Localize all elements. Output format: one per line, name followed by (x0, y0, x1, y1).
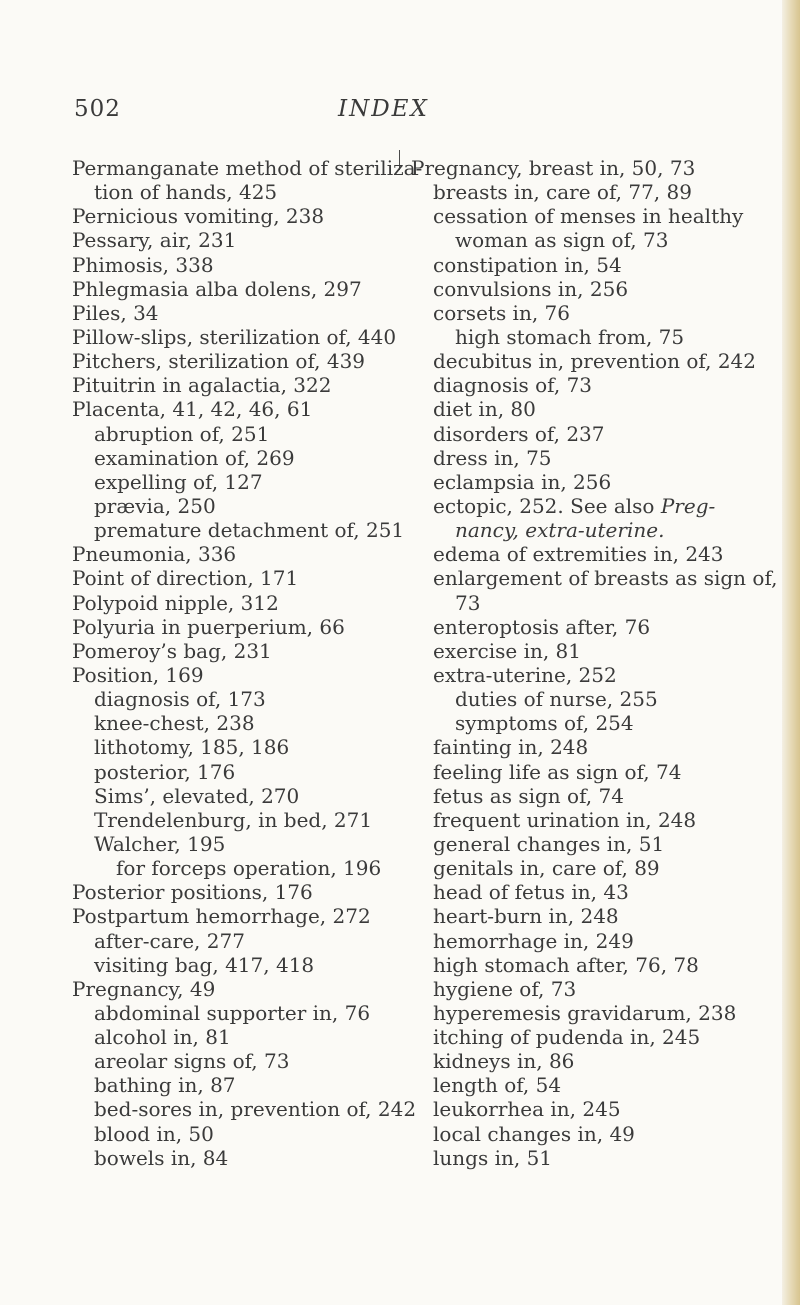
index-entry-text: abdominal supporter in, 76 (94, 1000, 371, 1025)
index-entry (72, 760, 404, 784)
index-entry (72, 542, 404, 566)
index-entry-text: heart-burn in, 248 (433, 904, 619, 929)
index-entry-text: Placenta, 41, 42, 46, 61 (72, 397, 313, 422)
index-entry-text: Phimosis, 338 (72, 252, 214, 277)
index-entry-text: hygiene of, 73 (433, 976, 577, 1001)
index-entry (411, 1146, 791, 1170)
index-entry (411, 1001, 791, 1025)
index-entry-text: general changes in, 51 (433, 831, 665, 856)
index-entry (72, 1097, 417, 1122)
index-entry (72, 566, 404, 590)
index-entry (72, 1001, 404, 1025)
index-entry (72, 397, 404, 421)
index-entry (72, 687, 404, 711)
index-entry-text: areolar signs of, 73 (94, 1049, 290, 1074)
index-entry (72, 422, 404, 446)
index-entry (72, 808, 404, 832)
index-entry-text: Pitchers, sterilization of, 439 (72, 349, 366, 374)
index-entry (411, 1049, 791, 1073)
index-entry-text: itching of pudenda in, 245 (433, 1025, 701, 1050)
index-entry-text: local changes in, 49 (433, 1121, 635, 1146)
index-entry (72, 156, 423, 180)
index-entry-text: 73 (455, 590, 481, 615)
index-entry (411, 1097, 791, 1121)
index-entry-text: knee-chest, 238 (94, 711, 255, 736)
index-entry (411, 663, 791, 687)
index-entry (72, 615, 404, 639)
index-entry (72, 204, 404, 228)
index-entry-text: prævia, 250 (94, 493, 216, 518)
index-entry (411, 904, 791, 928)
index-entry (411, 880, 791, 904)
index-entry-text: Walcher, 195 (94, 831, 226, 856)
index-entry-text: expelling of, 127 (94, 469, 263, 494)
index-entry (411, 325, 791, 349)
index-entry-text: exercise in, 81 (433, 638, 582, 663)
index-column-right (411, 156, 791, 1170)
index-entry (411, 446, 791, 470)
index-entry-text: fetus as sign of, 74 (433, 783, 624, 808)
index-entry (411, 784, 791, 808)
index-entry (72, 1025, 404, 1049)
index-entry (72, 735, 404, 759)
page-header (0, 96, 800, 136)
index-entry (72, 446, 404, 470)
index-entry-text: genitals in, care of, 89 (433, 856, 660, 881)
index-entry-text: Pessary, air, 231 (72, 228, 237, 253)
running-head: INDEX (338, 96, 429, 122)
index-entry (72, 494, 404, 518)
index-entry (411, 1025, 791, 1049)
index-entry (72, 228, 404, 252)
index-entry-text: tion of hands, 425 (94, 180, 278, 205)
index-entry (72, 1049, 404, 1073)
index-entry-text: Sims’, elevated, 270 (94, 783, 300, 808)
index-entry (411, 1073, 791, 1097)
index-entry-text: fainting in, 248 (433, 735, 589, 760)
index-entry-text: frequent urination in, 248 (433, 807, 697, 832)
index-entry-text: ectopic, 252. See also (433, 493, 655, 518)
index-entry-text: Pituitrin in agalactia, 322 (72, 373, 332, 398)
index-entry-text: enlargement of breasts as sign of, (433, 566, 778, 591)
index-entry (411, 397, 791, 421)
index-entry-text: feeling life as sign of, 74 (433, 759, 682, 784)
index-entry-text: woman as sign of, 73 (455, 228, 669, 253)
index-entry-text: bowels in, 84 (94, 1145, 229, 1170)
index-entry-text: Pregnancy, breast in, 50, 73 (411, 156, 696, 180)
index-entry-text: symptoms of, 254 (455, 711, 634, 736)
index-entry-text: for forceps operation, 196 (116, 856, 382, 881)
index-entry (411, 494, 791, 518)
index-entry-text: abruption of, 251 (94, 421, 270, 446)
index-entry (411, 518, 791, 542)
index-entry-text: bathing in, 87 (94, 1073, 236, 1098)
index-entry (72, 373, 404, 397)
index-entry-cross-reference: nancy, extra-uterine. (455, 518, 665, 543)
index-entry-text: edema of extremities in, 243 (433, 542, 724, 567)
index-entry-text: constipation in, 54 (433, 252, 622, 277)
index-entry (72, 663, 404, 687)
index-entry-text: leukorrhea in, 245 (433, 1097, 621, 1122)
index-entry (411, 977, 791, 1001)
index-entry-text: head of fetus in, 43 (433, 880, 629, 905)
index-entry-text: high stomach after, 76, 78 (433, 952, 699, 977)
index-entry-text: length of, 54 (433, 1073, 562, 1098)
index-entry (72, 856, 404, 880)
index-entry (72, 1122, 404, 1146)
index-entry (411, 591, 791, 615)
index-entry (411, 470, 791, 494)
index-entry-text: Piles, 34 (72, 300, 159, 325)
index-entry-text: diagnosis of, 73 (433, 373, 593, 398)
index-entry (72, 253, 404, 277)
index-entry (411, 711, 791, 735)
index-entry-text: hyperemesis gravidarum, 238 (433, 1000, 737, 1025)
index-entry (72, 929, 404, 953)
index-entry-text: posterior, 176 (94, 759, 236, 784)
index-entry-text: premature detachment of, 251 (94, 518, 405, 543)
index-entry (411, 1122, 791, 1146)
index-entry (411, 180, 791, 204)
index-entry-text: decubitus in, prevention of, 242 (433, 349, 756, 374)
index-entry (411, 253, 791, 277)
index-entry (411, 687, 791, 711)
index-entry-text: Polyuria in puerperium, 66 (72, 614, 345, 639)
index-entry (411, 832, 791, 856)
index-entry (72, 784, 404, 808)
index-entry-text: enteroptosis after, 76 (433, 614, 651, 639)
index-entry (411, 277, 791, 301)
index-entry-text: dress in, 75 (433, 445, 552, 470)
index-entry (72, 832, 404, 856)
index-entry (72, 977, 404, 1001)
index-entry (72, 591, 404, 615)
index-entry (411, 639, 791, 663)
index-entry-text: Pernicious vomiting, 238 (72, 204, 325, 229)
index-entry (411, 808, 791, 832)
index-entry-text: Pillow-slips, sterilization of, 440 (72, 324, 397, 349)
index-entry-text: lungs in, 51 (433, 1145, 553, 1170)
index-entry-text: diagnosis of, 173 (94, 687, 266, 712)
index-entry (72, 1146, 404, 1170)
index-entry-text: Postpartum hemorrhage, 272 (72, 904, 371, 929)
index-entry-text: Permanganate method of steriliza- (72, 156, 423, 180)
index-entry (411, 953, 791, 977)
index-entry (411, 929, 791, 953)
index-entry-text: convulsions in, 256 (433, 276, 629, 301)
index-entry-text: after-care, 277 (94, 928, 245, 953)
index-entry-text: Pregnancy, 49 (72, 976, 216, 1001)
index-entry-text: corsets in, 76 (433, 300, 571, 325)
index-entry (72, 639, 404, 663)
index-entry-text: bed-sores in, prevention of, 242 (94, 1097, 417, 1122)
index-entry-text: Polypoid nipple, 312 (72, 590, 279, 615)
index-entry-text: hemorrhage in, 249 (433, 928, 634, 953)
index-entry-text: cessation of menses in healthy (433, 204, 744, 229)
index-entry (411, 349, 791, 373)
index-column-left (72, 156, 423, 1170)
index-entry-text: examination of, 269 (94, 445, 295, 470)
index-entry-text: visiting bag, 417, 418 (94, 952, 315, 977)
index-entry (411, 735, 791, 759)
index-entry (411, 566, 791, 590)
index-entry (411, 204, 791, 228)
index-entry-text: Trendelenburg, in bed, 271 (94, 807, 373, 832)
index-entry-text: high stomach from, 75 (455, 324, 685, 349)
index-entry (72, 711, 404, 735)
index-entry-text: breasts in, care of, 77, 89 (433, 180, 692, 205)
index-entry (411, 615, 791, 639)
index-entry (411, 760, 791, 784)
index-entry-text: blood in, 50 (94, 1121, 214, 1146)
index-entry (72, 301, 404, 325)
page-number: 502 (74, 96, 121, 122)
index-entry-text: disorders of, 237 (433, 421, 605, 446)
index-entry-text: Position, 169 (72, 662, 204, 687)
index-entry-text: Pomeroy’s bag, 231 (72, 638, 272, 663)
index-entry (72, 325, 404, 349)
index-entry-text: Point of direction, 171 (72, 566, 299, 591)
index-entry-cross-reference: Preg- (660, 493, 716, 518)
index-entry-text: diet in, 80 (433, 397, 536, 422)
index-entry (411, 228, 791, 252)
index-entry (411, 156, 791, 180)
index-entry-text: extra-uterine, 252 (433, 662, 617, 687)
index-entry (72, 518, 404, 542)
index-entry (411, 856, 791, 880)
index-entry (72, 1073, 404, 1097)
index-entry-text: alcohol in, 81 (94, 1025, 231, 1050)
index-entry (72, 880, 404, 904)
index-entry-text: Pneumonia, 336 (72, 542, 237, 567)
index-entry (411, 373, 791, 397)
index-entry-text: duties of nurse, 255 (455, 687, 658, 712)
index-entry (72, 904, 404, 928)
index-entry (411, 422, 791, 446)
index-entry-text: eclampsia in, 256 (433, 469, 612, 494)
index-entry (72, 953, 404, 977)
index-entry (72, 180, 404, 204)
index-entry-text: Phlegmasia alba dolens, 297 (72, 276, 362, 301)
index-entry-text: lithotomy, 185, 186 (94, 735, 290, 760)
index-entry (411, 542, 791, 566)
index-entry-text: kidneys in, 86 (433, 1049, 575, 1074)
index-entry (72, 349, 404, 373)
index-entry (72, 277, 404, 301)
index-entry (411, 301, 791, 325)
index-entry-text: Posterior positions, 176 (72, 880, 313, 905)
index-entry (72, 470, 404, 494)
